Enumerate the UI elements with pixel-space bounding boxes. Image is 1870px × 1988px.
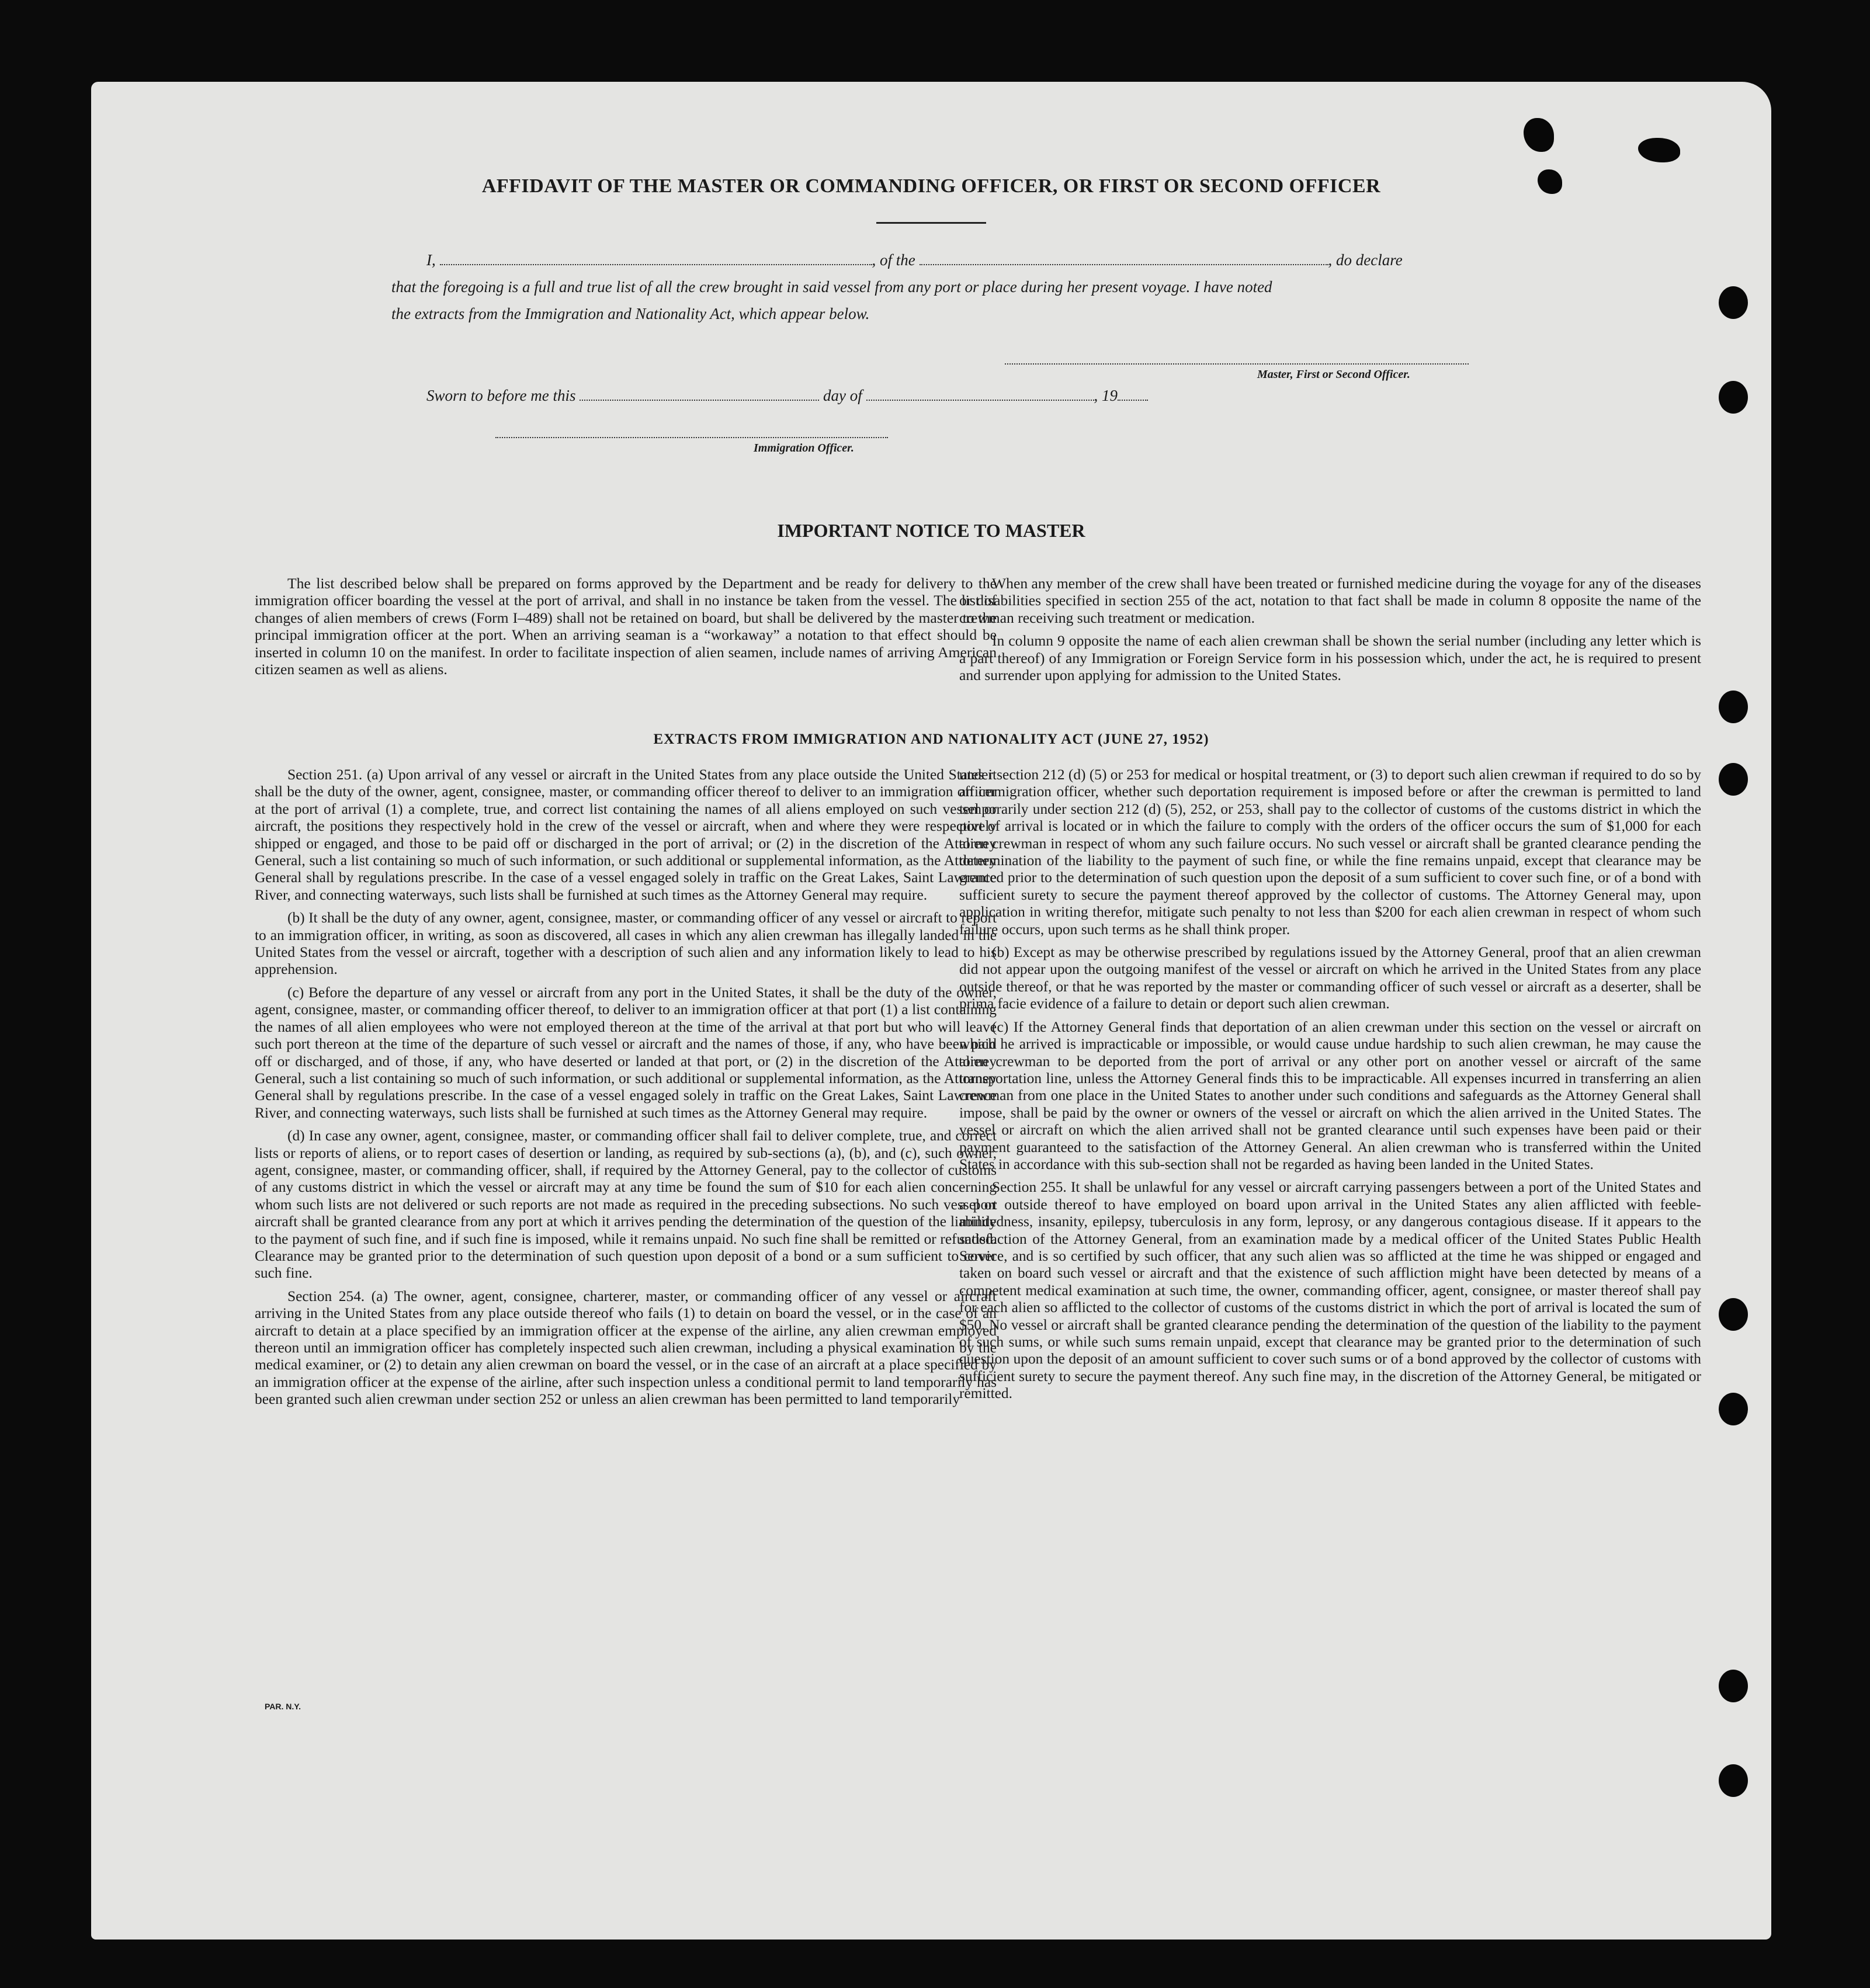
notice-title: IMPORTANT NOTICE TO MASTER (777, 520, 1085, 541)
law-paragraph: under section 212 (d) (5) or 253 for medical or hospital treatment, or (3) to deport such alien crewman if required to do so by an immigration officer, whether such deportation requirement is imposed before or after the crewman is permitted to land temporarily under section 212 (d) (5), 252, or 253, shall pay to the collector of customs of the customs district in which the port of arrival is located or in which the failure to comply with the orders of the officer occurs the sum of $1,000 for each alien crewman in respect of whom any such failure occurs. No such vessel or aircraft shall be granted clearance pending the determination of the liability to the payment of such fine, or while the fine remains unpaid, except that clearance may be granted prior to the determination of such question upon the deposit of a sum sufficient to cover such fine, or of a bond with sufficient surety to secure the payment thereof approved by the collector of customs. The Attorney General may, upon application in writing therefor, mitigate such penalty to not less than $200 for each alien crewman in respect of whom such failure occurs, upon such terms as he shall think proper. (959, 766, 1701, 938)
day-of-label: day of (823, 387, 862, 404)
law-paragraph: Section 251. (a) Upon arrival of any vessel or aircraft in the United States from any place outside the United States it shall be the duty of the owner, agent, consignee, master, or commanding officer thereof to deliver to an immigration officer at the port of arrival (1) a complete, true, and correct list containing the names of all aliens employed on such vessel or aircraft, the positions they respectively hold in the crew of the vessel or aircraft, when and where they were respectively shipped or engaged, and those to be paid off or discharged in the port of arrival; or (2) in the discretion of the Attorney General, such a list containing so much of such information, or such additional or supplemental information, as the Attorney General shall by regulations prescribe. In the case of a vessel engaged solely in traffic on the Great Lakes, Saint Lawrence River, and connecting waterways, such lists shall be furnished at such times as the Attorney General may require. (255, 766, 997, 903)
sworn-label: Sworn to before me this (426, 387, 576, 404)
law-paragraph: Section 254. (a) The owner, agent, consignee, charterer, master, or commanding officer of any vessel or aircraft arriving in the United States from any place outside thereof who fails (1) to detain on board the vessel, or in the case of an aircraft to detain at a place specified by an immigration officer at the expense of the airline, any alien crewman employed thereon until an immigration officer has completely inspected such alien crewman, including a physical examination by the medical examiner, or (2) to detain any alien crewman on board the vessel, or in the case of an aircraft at a place specified by an immigration officer at the expense of the airline, after such inspection unless a conditional permit to land temporarily has been granted such alien crewman under section 252 or unless an alien crewman has been permitted to land temporarily (255, 1288, 997, 1408)
notice-right-column (959, 575, 1701, 689)
notice-left-column (255, 575, 997, 684)
ink-blot (1638, 138, 1680, 162)
binder-hole (1719, 286, 1748, 319)
printer-mark: PAR. N.Y. (265, 1702, 301, 1711)
ink-blot (1524, 118, 1554, 152)
master-signature-line[interactable] (1005, 363, 1469, 365)
law-paragraph: (b) It shall be the duty of any owner, agent, consignee, master, or commanding officer of any vessel or aircraft to report to an immigration officer, in writing, as soon as discovered, all cases in which any alien crewman has illegally landed in the United States from the vessel or aircraft, together with a description of such alien and any information likely to lead to his apprehension. (255, 910, 997, 978)
do-declare-label: , do declare (1328, 251, 1403, 269)
sworn-month-blank[interactable] (866, 389, 1094, 401)
binder-hole (1719, 763, 1748, 796)
notice-paragraph: When any member of the crew shall have been treated or furnished medicine during the voyage for any of the diseases or disabilities specified in section 255 of the act, notation to that fact shall be made in column 8 opposite the name of the crewman receiving such treatment or medication. (959, 575, 1701, 626)
master-signature-label: Master, First or Second Officer. (1257, 368, 1410, 381)
extracts-left-column (255, 766, 997, 1414)
sworn-year-blank[interactable] (1118, 389, 1148, 401)
declaration-i: I, (426, 251, 436, 269)
binder-hole (1719, 691, 1748, 723)
of-the-label: , of the (872, 251, 915, 269)
law-paragraph: (c) If the Attorney General finds that deportation of an alien crewman under this section on the vessel or aircraft on which he arrived is impracticable or impossible, or would cause undue hardship to such alien crewman, he may cause the alien crewman to be deported from the port of arrival or any other port on another vessel or aircraft of the same transportation line, unless the Attorney General finds this to be impracticable. All expenses incurred in transferring an alien crewman from one place in the United States to another under such conditions and safeguards as the Attorney General shall impose, shall be paid by the owner or owners of the vessel or aircraft on which the alien arrived in the United States. The vessel or aircraft on which the alien arrived shall not be granted clearance until such expenses have been paid or their payment guaranteed to the satisfaction of the Attorney General. An alien crewman who is transferred within the United States in accordance with this sub-section shall not be regarded as having been landed in the United States. (959, 1018, 1701, 1172)
sworn-line (426, 387, 1148, 405)
extracts-title: EXTRACTS FROM IMMIGRATION AND NATIONALITY ACT (JUNE 27, 1952) (653, 731, 1209, 747)
binder-hole (1719, 1393, 1748, 1425)
law-paragraph: (d) In case any owner, agent, consignee, master, or commanding officer shall fail to deliver complete, true, and correct lists or reports of aliens, or to report cases of desertion or landing, as required by sub-sections (a), (b), and (c), such owner, agent, consignee, master, or commanding officer, shall, if required by the Attorney General, pay to the collector of customs of any customs district in which the vessel or aircraft may at any time be found the sum of $10 for each alien concerning whom such lists are not delivered or such reports are not made as required in the preceding subsections. No such vessel or aircraft shall be granted clearance from any port at which it arrives pending the determination of the question of the liability to the payment of such fine, and if such fine is imposed, while it remains unpaid. No such fine shall be remitted or refunded. Clearance may be granted prior to the determination of such question upon deposit of a bond or a sum sufficient to cover such fine. (255, 1127, 997, 1282)
affidavit-statement-1: that the foregoing is a full and true list of all the crew brought in said vessel from any port or place during her present voyage. I have noted (391, 278, 1272, 296)
year-label: , 19 (1094, 387, 1118, 404)
law-paragraph: Section 255. It shall be unlawful for any vessel or aircraft carrying passengers between a port of the United States and a port outside thereof to have employed on board upon arrival in the United States any alien afflicted with feeble-mindedness, insanity, epilepsy, tuberculosis in any form, leprosy, or any dangerous contagious disease. If it appears to the satisfaction of the Attorney General, from an examination made by a medical officer of the United States Public Health Service, and is so certified by such officer, that any such alien was so afflicted at the time he was shipped or engaged and taken on board such vessel or aircraft and that the existence of such affliction might have been detected by means of a competent medical examination at such time, the owner, commanding officer, agent, consignee, or master thereof shall pay for each alien so afflicted to the collector of customs of the customs district in which the port of arrival is located the sum of $50. No vessel or aircraft shall be granted clearance pending the determination of the question of the liability to the payment of such sums, or while such sums remain unpaid, except that clearance may be granted prior to the determination of such question upon the deposit of an amount sufficient to cover such sums or of a bond approved by the collector of customs with sufficient surety to secure the payment thereof. Any such fine may, in the discretion of the Attorney General, be mitigated or remitted. (959, 1179, 1701, 1402)
name-blank[interactable] (440, 254, 872, 265)
notice-paragraph: In column 9 opposite the name of each alien crewman shall be shown the serial number (including any letter which is a part thereof) of any Immigration or Foreign Service form in his possession which, under the act, he is required to present and surrender upon applying for admission to the United States. (959, 632, 1701, 684)
document-page (91, 82, 1771, 1940)
binder-hole (1719, 1670, 1748, 1702)
extracts-right-column (959, 766, 1701, 1408)
binder-hole (1719, 381, 1748, 414)
law-paragraph: (c) Before the departure of any vessel or aircraft from any port in the United States, it shall be the duty of the owner, agent, consignee, master, or commanding officer thereof, to deliver to an immigration officer at that port (1) a list containing the names of all alien employees who were not employed thereon at the time of the arrival at that port but who will leave such port thereon at the time of the departure of such vessel or aircraft and the names of those, if any, who have been paid off or discharged, and of those, if any, who have deserted or landed at that port, or (2) in the discretion of the Attorney General, such a list containing so much of such information, or such additional or supplemental information, as the Attorney General shall by regulations prescribe. In the case of a vessel engaged solely in traffic on the Great Lakes, Saint Lawrence River, and connecting waterways, such lists shall be furnished at such times as the Attorney General may require. (255, 984, 997, 1121)
law-paragraph: (b) Except as may be otherwise prescribed by regulations issued by the Attorney General, proof that an alien crewman did not appear upon the outgoing manifest of the vessel or aircraft on which he arrived in the United States from any place outside thereof, or that he was reported by the master or commanding officer of such vessel or aircraft as a deserter, shall be prima facie evidence of a failure to detain or deport such alien crewman. (959, 944, 1701, 1012)
vessel-blank[interactable] (920, 254, 1328, 265)
affidavit-title: AFFIDAVIT OF THE MASTER OR COMMANDING OFFICER, OR FIRST OR SECOND OFFICER (481, 175, 1381, 197)
declaration-line (426, 251, 1403, 269)
sworn-day-blank[interactable] (580, 389, 819, 401)
binder-hole (1719, 1764, 1748, 1797)
title-divider (876, 222, 986, 224)
notice-paragraph: The list described below shall be prepared on forms approved by the Department and be ready for delivery to the immigration officer boarding the vessel at the port of arrival, and shall in no instance be taken from the vessel. The list of changes of alien members of crews (Form I–489) shall not be retained on board, but shall be delivered by the master to the principal immigration officer at the port. When an arriving seaman is a “workaway” a notation to that effect should be inserted in column 10 on the manifest. In order to facilitate inspection of alien seamen, include names of arriving American citizen seamen as well as aliens. (255, 575, 997, 678)
officer-signature-line[interactable] (495, 437, 888, 438)
officer-signature-label: Immigration Officer. (754, 442, 854, 455)
binder-hole (1719, 1298, 1748, 1331)
affidavit-statement-2: the extracts from the Immigration and Nationality Act, which appear below. (391, 305, 870, 322)
